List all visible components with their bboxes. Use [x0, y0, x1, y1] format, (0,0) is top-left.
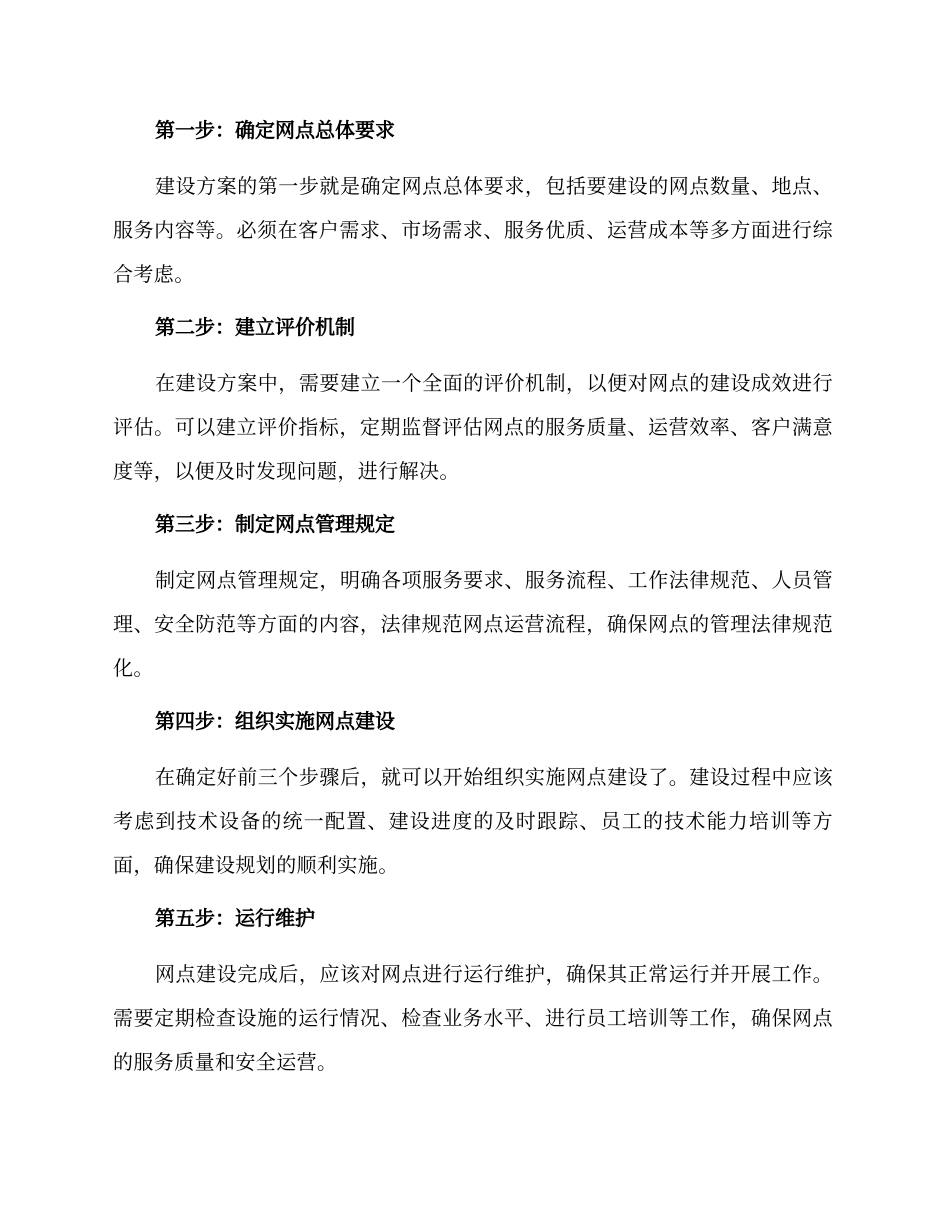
section-step-5 — [113, 896, 833, 1084]
section-step-3 — [113, 502, 833, 690]
section-heading: 第四步：组织实施网点建设 — [155, 709, 395, 733]
document-page — [113, 108, 833, 1093]
section-heading: 第二步：建立评价机制 — [155, 315, 355, 339]
section-paragraph: 建设方案的第一步就是确定网点总体要求，包括要建设的网点数量、地点、服务内容等。必须在客户需求、市场需求、服务优质、运营成本等多方面进行综合考虑。 — [113, 174, 833, 286]
section-paragraph: 网点建设完成后，应该对网点进行运行维护，确保其正常运行并开展工作。需要定期检查设施的运行情况、检查业务水平、进行员工培训等工作，确保网点的服务质量和安全运营。 — [113, 962, 833, 1074]
section-heading: 第三步：制定网点管理规定 — [155, 512, 395, 536]
section-paragraph: 制定网点管理规定，明确各项服务要求、服务流程、工作法律规范、人员管理、安全防范等方面的内容，法律规范网点运营流程，确保网点的管理法律规范化。 — [113, 568, 833, 680]
section-step-1 — [113, 108, 833, 296]
section-step-4 — [113, 699, 833, 887]
section-paragraph: 在建设方案中，需要建立一个全面的评价机制，以便对网点的建设成效进行评估。可以建立评价指标，定期监督评估网点的服务质量、运营效率、客户满意度等，以便及时发现问题，进行解决。 — [113, 371, 833, 483]
section-step-2 — [113, 305, 833, 493]
section-heading: 第五步：运行维护 — [155, 906, 315, 930]
section-paragraph: 在确定好前三个步骤后，就可以开始组织实施网点建设了。建设过程中应该考虑到技术设备的统一配置、建设进度的及时跟踪、员工的技术能力培训等方面，确保建设规划的顺利实施。 — [113, 765, 833, 877]
section-heading: 第一步：确定网点总体要求 — [155, 118, 395, 142]
